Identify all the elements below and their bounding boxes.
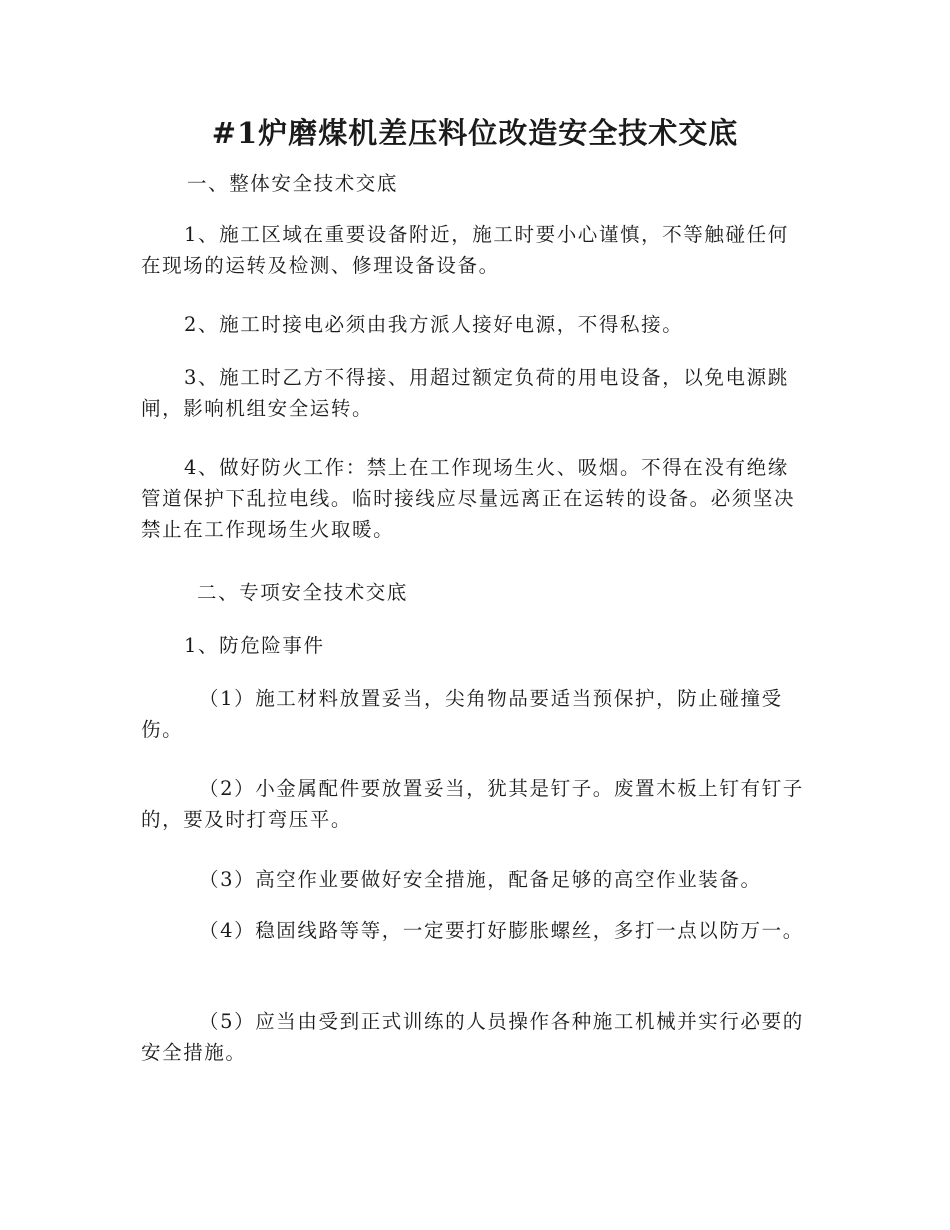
section-1-item-2: 2、施工时接电必须由我方派人接好电源，不得私接。 [184, 313, 684, 336]
section-2-item-3: （3）高空作业要做好安全措施，配备足够的高空作业装备。 [199, 868, 762, 891]
document-title: #1炉磨煤机差压料位改造安全技术交底 [211, 116, 739, 150]
section-2-item-2: （2）小金属配件要放置妥当，犹其是钉子。废置木板上钉有钉子的，要及时打弯压平。 [141, 777, 804, 831]
section-1-item-1: 1、施工区域在重要设备附近，施工时要小心谨慎，不等触碰任何在现场的运转及检测、修理设备设备。 [141, 223, 789, 277]
section-2-item-4: （4）稳固线路等等，一定要打好膨胀螺丝，多打一点以防万一。 [199, 919, 804, 942]
section-2-item-1: （1）施工材料放置妥当，尖角物品要适当预保护，防止碰撞受伤。 [141, 687, 783, 741]
section-1-heading: 一、整体安全技术交底 [187, 172, 399, 195]
section-2-subheading: 1、防危险事件 [184, 634, 325, 657]
section-1-item-4: 4、做好防火工作：禁上在工作现场生火、吸烟。不得在没有绝缘管道保护下乱拉电线。临时接线应尽量远离正在运转的设备。必须坚决禁止在工作现场生火取暖。 [141, 456, 796, 541]
section-2-item-5: （5）应当由受到正式训练的人员操作各种施工机械并实行必要的安全措施。 [141, 1010, 804, 1064]
section-2-heading: 二、专项安全技术交底 [197, 581, 409, 604]
section-1-item-3: 3、施工时乙方不得接、用超过额定负荷的用电设备，以免电源跳闸，影响机组安全运转。 [141, 366, 789, 420]
